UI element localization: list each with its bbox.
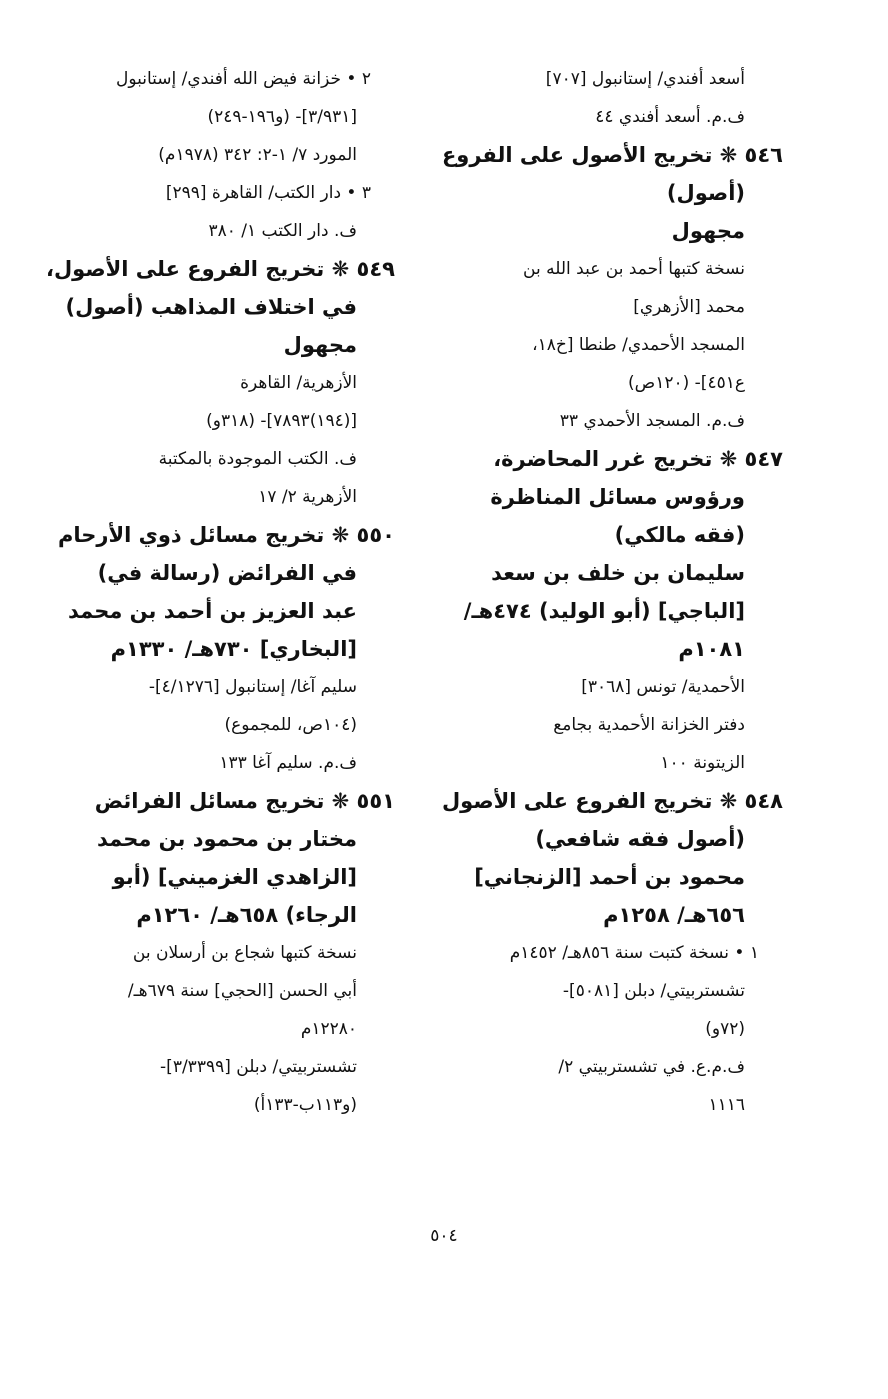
- entry-text-line: ٣ • دار الكتب/ القاهرة [٢٩٩]: [165, 183, 371, 203]
- entry-heading-line: سليمان بن خلف بن سعد: [491, 561, 745, 585]
- entry-text-line: سليم آغا/ إستانبول [٤/١٢٧٦]-: [148, 677, 357, 697]
- entry-text-line: ف. دار الكتب ١/ ٣٨٠: [208, 221, 357, 241]
- entry-text-line: ف.م. أسعد أفندي ٤٤: [595, 107, 745, 127]
- left-column: [45, 60, 395, 1124]
- entry-heading-line: [الزاهدي الغزميني] (أبو: [112, 865, 357, 889]
- entry-text-line: الأحمدية/ تونس [٣٠٦٨]: [581, 677, 745, 697]
- entry-text-line: ف.م. المسجد الأحمدي ٣٣: [559, 411, 745, 431]
- entry-heading-line: ورؤوس مسائل المناظرة: [490, 485, 745, 509]
- entry-heading-line: الرجاء) ٦٥٨هـ/ ١٢٦٠م: [136, 903, 357, 927]
- entry-text-line: تشستربيتي/ دبلن [٥٠٨١]-: [562, 981, 745, 1001]
- entry-heading-line: ٥٥١ ❋ تخريج مسائل الفرائض: [94, 789, 395, 813]
- entry-heading-line: عبد العزيز بن أحمد بن محمد: [67, 599, 357, 623]
- entry-heading-line: ٦٥٦هـ/ ١٢٥٨م: [603, 903, 745, 927]
- entry-heading-line: ٥٥٠ ❋ تخريج مسائل ذوي الأرحام: [57, 523, 395, 547]
- entry-text-line: أسعد أفندي/ إستانبول [٧٠٧]: [545, 69, 745, 89]
- entry-heading-line: ٥٤٦ ❋ تخريج الأصول على الفروع: [441, 143, 783, 167]
- entry-text-line: ٢ • خزانة فيض الله أفندي/ إستانبول: [116, 69, 371, 89]
- entry-text-line: [٣/٩٣١]- (و١٩٦-٢٤٩): [207, 107, 357, 127]
- entry-heading-line: مختار بن محمود بن محمد: [97, 827, 357, 851]
- entry-text-line: ف.م.ع. في تشستربيتي ٢/: [558, 1057, 745, 1077]
- entry-text-line: أبي الحسن [الحجي] سنة ٦٧٩هـ/: [127, 981, 357, 1001]
- entry-text-line: المورد ٧/ ١-٢: ٣٤٢ (١٩٧٨م): [158, 145, 357, 165]
- entry-text-line: ف. الكتب الموجودة بالمكتبة: [158, 449, 357, 469]
- entry-text-line: الأزهرية/ القاهرة: [240, 373, 357, 393]
- entry-heading-line: محمود بن أحمد [الزنجاني]: [474, 865, 745, 889]
- entry-text-line: (و١١٣ب-١٣٣أ): [253, 1095, 357, 1115]
- entry-heading-line: مجهول: [671, 219, 745, 243]
- entry-text-line: ف.م. سليم آغا ١٣٣: [219, 753, 357, 773]
- entry-text-line: دفتر الخزانة الأحمدية بجامع: [553, 715, 745, 735]
- entry-heading-line: ٥٤٩ ❋ تخريج الفروع على الأصول،: [45, 257, 395, 281]
- entry-heading-line: ٥٤٧ ❋ تخريج غرر المحاضرة،: [493, 447, 783, 471]
- entry-heading-line: ١٠٨١م: [678, 637, 745, 661]
- entry-text-line: نسخة كتبها أحمد بن عبد الله بن: [523, 259, 745, 279]
- entry-text-line: المسجد الأحمدي/ طنطا [خ١٨،: [532, 335, 745, 355]
- right-column: [438, 60, 783, 1124]
- entry-heading-line: (أصول): [666, 181, 745, 205]
- entry-text-line: نسخة كتبها شجاع بن أرسلان بن: [132, 943, 357, 963]
- entry-heading-line: [البخاري] ٧٣٠هـ/ ١٣٣٠م: [110, 637, 357, 661]
- entry-heading-line: ٥٤٨ ❋ تخريج الفروع على الأصول: [441, 789, 783, 813]
- entry-heading-line: (فقه مالكي): [614, 523, 745, 547]
- entry-heading-line: مجهول: [283, 333, 357, 357]
- entry-text-line: الأزهرية ٢/ ١٧: [258, 487, 357, 507]
- entry-text-line: [(١٩٤)٧٨٩٣]- (٣١٨و): [206, 411, 357, 431]
- entry-heading-line: في الفرائض (رسالة في): [97, 561, 357, 585]
- entry-text-line: محمد [الأزهري]: [633, 297, 745, 317]
- page-number: ٥٠٤: [430, 1226, 458, 1246]
- entry-text-line: ١١١٦: [708, 1095, 745, 1115]
- entry-text-line: الزيتونة ١٠٠: [660, 753, 745, 773]
- entry-text-line: ١ • نسخة كتبت سنة ٨٥٦هـ/ ١٤٥٢م: [509, 943, 759, 963]
- entry-heading-line: [الباجي] (أبو الوليد) ٤٧٤هـ/: [463, 599, 745, 623]
- entry-text-line: تشستربيتي/ دبلن [٣/٣٣٩٩]-: [160, 1057, 357, 1077]
- entry-text-line: ع٤٥١]- (١٢٠ص): [628, 373, 745, 393]
- entry-heading-line: في اختلاف المذاهب (أصول): [65, 295, 357, 319]
- entry-heading-line: (أصول فقه شافعي): [535, 827, 745, 851]
- entry-text-line: (١٠٤ص، للمجموع): [224, 715, 357, 735]
- entry-text-line: ١٢٢٨٠م: [300, 1019, 357, 1039]
- entry-text-line: (٧٢و): [705, 1019, 745, 1039]
